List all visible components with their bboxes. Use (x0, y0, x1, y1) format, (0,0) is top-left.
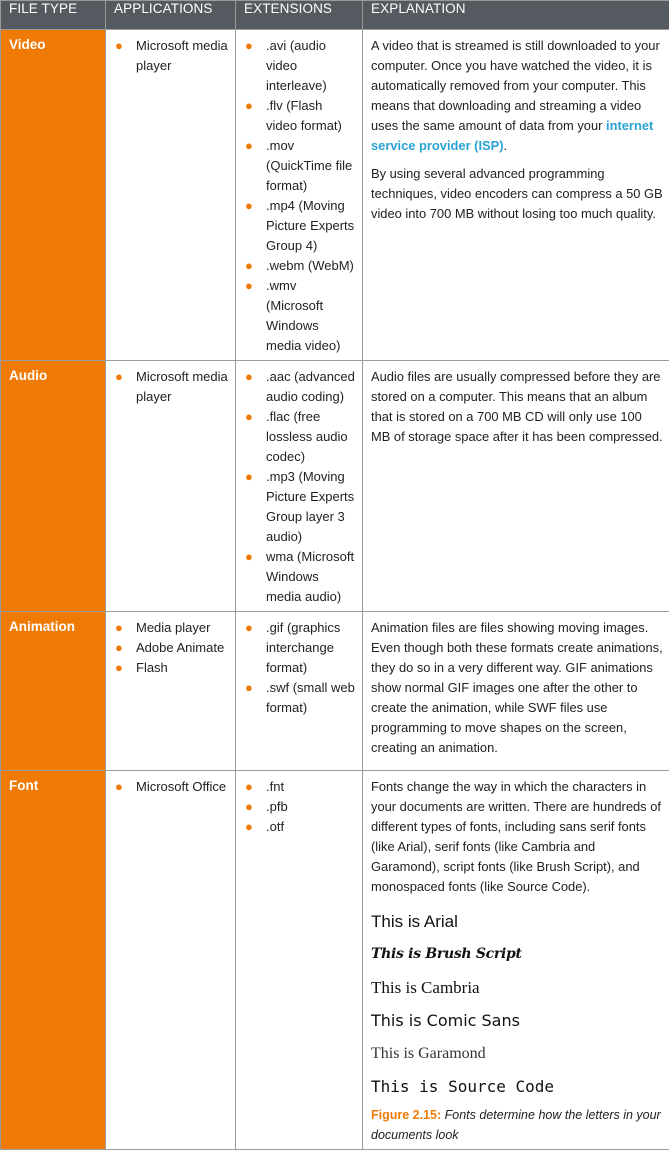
explanation-cell (363, 771, 669, 1150)
bullet-dot-icon: ● (245, 547, 253, 567)
extension-label: .fnt (266, 779, 284, 794)
bullet-dot-icon: ● (245, 256, 253, 276)
file-type-cell: Video (1, 30, 106, 361)
header-explanation: EXPLANATION (363, 1, 669, 30)
extension-item (244, 678, 356, 718)
bullet-dot-icon: ● (245, 276, 253, 296)
extension-label: .mp4 (Moving Picture Experts Group 4) (266, 198, 354, 253)
extension-label: wma (Microsoft Windows media audio) (266, 549, 354, 604)
bullet-dot-icon: ● (115, 367, 123, 387)
bullet-dot-icon: ● (245, 196, 253, 216)
header-file-type: FILE TYPE (1, 1, 106, 30)
application-label: Flash (136, 660, 168, 675)
bullet-dot-icon: ● (115, 658, 123, 678)
application-item (114, 777, 229, 797)
bullet-dot-icon: ● (115, 36, 123, 56)
extensions-cell (236, 612, 363, 771)
explanation-cell (363, 361, 669, 612)
extension-item (244, 407, 356, 467)
extensions-cell (236, 361, 363, 612)
table-row-audio (1, 361, 669, 612)
extension-item (244, 817, 356, 837)
explanation-text: A video that is streamed is still downloaded to your computer. Once you have watched the video, it is automatically removed from your computer. This means that downloading and streaming a video uses the same amount of data from your (371, 38, 660, 133)
application-item (114, 36, 229, 76)
font-sample-garamond: This is Garamond (371, 1037, 663, 1070)
table-row-video (1, 30, 669, 361)
extension-item (244, 36, 356, 96)
explanation-text-end: . (504, 138, 508, 153)
table-row-animation (1, 612, 669, 771)
file-type-cell: Font (1, 771, 106, 1150)
extension-label: .flv (Flash video format) (266, 98, 342, 133)
font-sample-cambria: This is Cambria (371, 971, 663, 1004)
file-type-cell: Animation (1, 612, 106, 771)
application-item (114, 658, 229, 678)
extension-label: .mp3 (Moving Picture Experts Group layer 3 audio) (266, 469, 354, 544)
extension-label: .webm (WebM) (266, 258, 354, 273)
bullet-dot-icon: ● (245, 817, 253, 837)
extension-item (244, 256, 356, 276)
application-label: Microsoft media player (136, 38, 228, 73)
extension-label: .gif (graphics interchange format) (266, 620, 340, 675)
bullet-dot-icon: ● (245, 467, 253, 487)
application-item (114, 367, 229, 407)
extension-item (244, 618, 356, 678)
explanation-paragraph: Animation files are files showing moving images. Even though both these formats create animations, they do so in a very different way. GIF animations show normal GIF images one after the other to create the animation, while SWF files use programming to move shapes on the screen, creating an animation. (371, 618, 663, 758)
extension-label: .otf (266, 819, 284, 834)
figure-caption-text: Fonts determine how the letters in your documents look (371, 1108, 661, 1142)
explanation-paragraph: Audio files are usually compressed before they are stored on a computer. This means that an album that is stored on a 700 MB CD will only use 100 MB of storage space after it has been compressed. (371, 367, 663, 447)
header-extensions: EXTENSIONS (236, 1, 363, 30)
bullet-dot-icon: ● (245, 797, 253, 817)
extension-item (244, 467, 356, 547)
extension-item (244, 797, 356, 817)
extension-item (244, 547, 356, 607)
bullet-dot-icon: ● (245, 777, 253, 797)
explanation-cell (363, 612, 669, 771)
extension-item (244, 777, 356, 797)
font-sample-brush-script: This is Brush Script (371, 938, 663, 971)
application-label: Microsoft media player (136, 369, 228, 404)
bullet-dot-icon: ● (245, 96, 253, 116)
extension-label: .wmv (Microsoft Windows media video) (266, 278, 340, 353)
explanation-paragraph (371, 36, 663, 156)
extension-label: .pfb (266, 799, 288, 814)
applications-cell (106, 771, 236, 1150)
bullet-dot-icon: ● (245, 36, 253, 56)
extension-label: .flac (free lossless audio codec) (266, 409, 348, 464)
application-label: Media player (136, 620, 210, 635)
extension-item (244, 96, 356, 136)
bullet-dot-icon: ● (115, 618, 123, 638)
application-label: Adobe Animate (136, 640, 224, 655)
bullet-dot-icon: ● (245, 407, 253, 427)
bullet-dot-icon: ● (245, 136, 253, 156)
application-item (114, 638, 229, 658)
extensions-cell (236, 30, 363, 361)
extension-item (244, 276, 356, 356)
applications-cell (106, 361, 236, 612)
applications-cell (106, 612, 236, 771)
bullet-dot-icon: ● (245, 678, 253, 698)
file-type-cell: Audio (1, 361, 106, 612)
explanation-cell (363, 30, 669, 361)
table-row-font (1, 771, 669, 1150)
bullet-dot-icon: ● (115, 777, 123, 797)
extension-item (244, 136, 356, 196)
explanation-paragraph: By using several advanced programming techniques, video encoders can compress a 50 GB video into 700 MB without losing too much quality. (371, 164, 663, 224)
bullet-dot-icon: ● (115, 638, 123, 658)
extension-label: .mov (QuickTime file format) (266, 138, 352, 193)
application-item (114, 618, 229, 638)
extension-label: .swf (small web format) (266, 680, 355, 715)
header-applications: APPLICATIONS (106, 1, 236, 30)
explanation-paragraph: Fonts change the way in which the characters in your documents are written. There are hundreds of different types of fonts, including sans serif fonts (like Arial), serif fonts (like Cambria and Garamond), script fonts (like Brush Script), and monospaced fonts (like Source Code). (371, 777, 663, 897)
table-header-row (1, 1, 669, 30)
font-sample-arial: This is Arial (371, 905, 663, 938)
bullet-dot-icon: ● (245, 618, 253, 638)
figure-caption (371, 1105, 663, 1145)
figure-caption-label: Figure 2.15: (371, 1108, 441, 1122)
extension-item (244, 196, 356, 256)
applications-cell (106, 30, 236, 361)
extension-label: .avi (audio video interleave) (266, 38, 327, 93)
extension-label: .aac (advanced audio coding) (266, 369, 355, 404)
font-sample-source-code: This is Source Code (371, 1070, 663, 1103)
extensions-cell (236, 771, 363, 1150)
extension-item (244, 367, 356, 407)
bullet-dot-icon: ● (245, 367, 253, 387)
font-sample-comic-sans: This is Comic Sans (371, 1004, 663, 1037)
isp-link[interactable]: internet service provider (ISP) (371, 118, 653, 153)
application-label: Microsoft Office (136, 779, 226, 794)
